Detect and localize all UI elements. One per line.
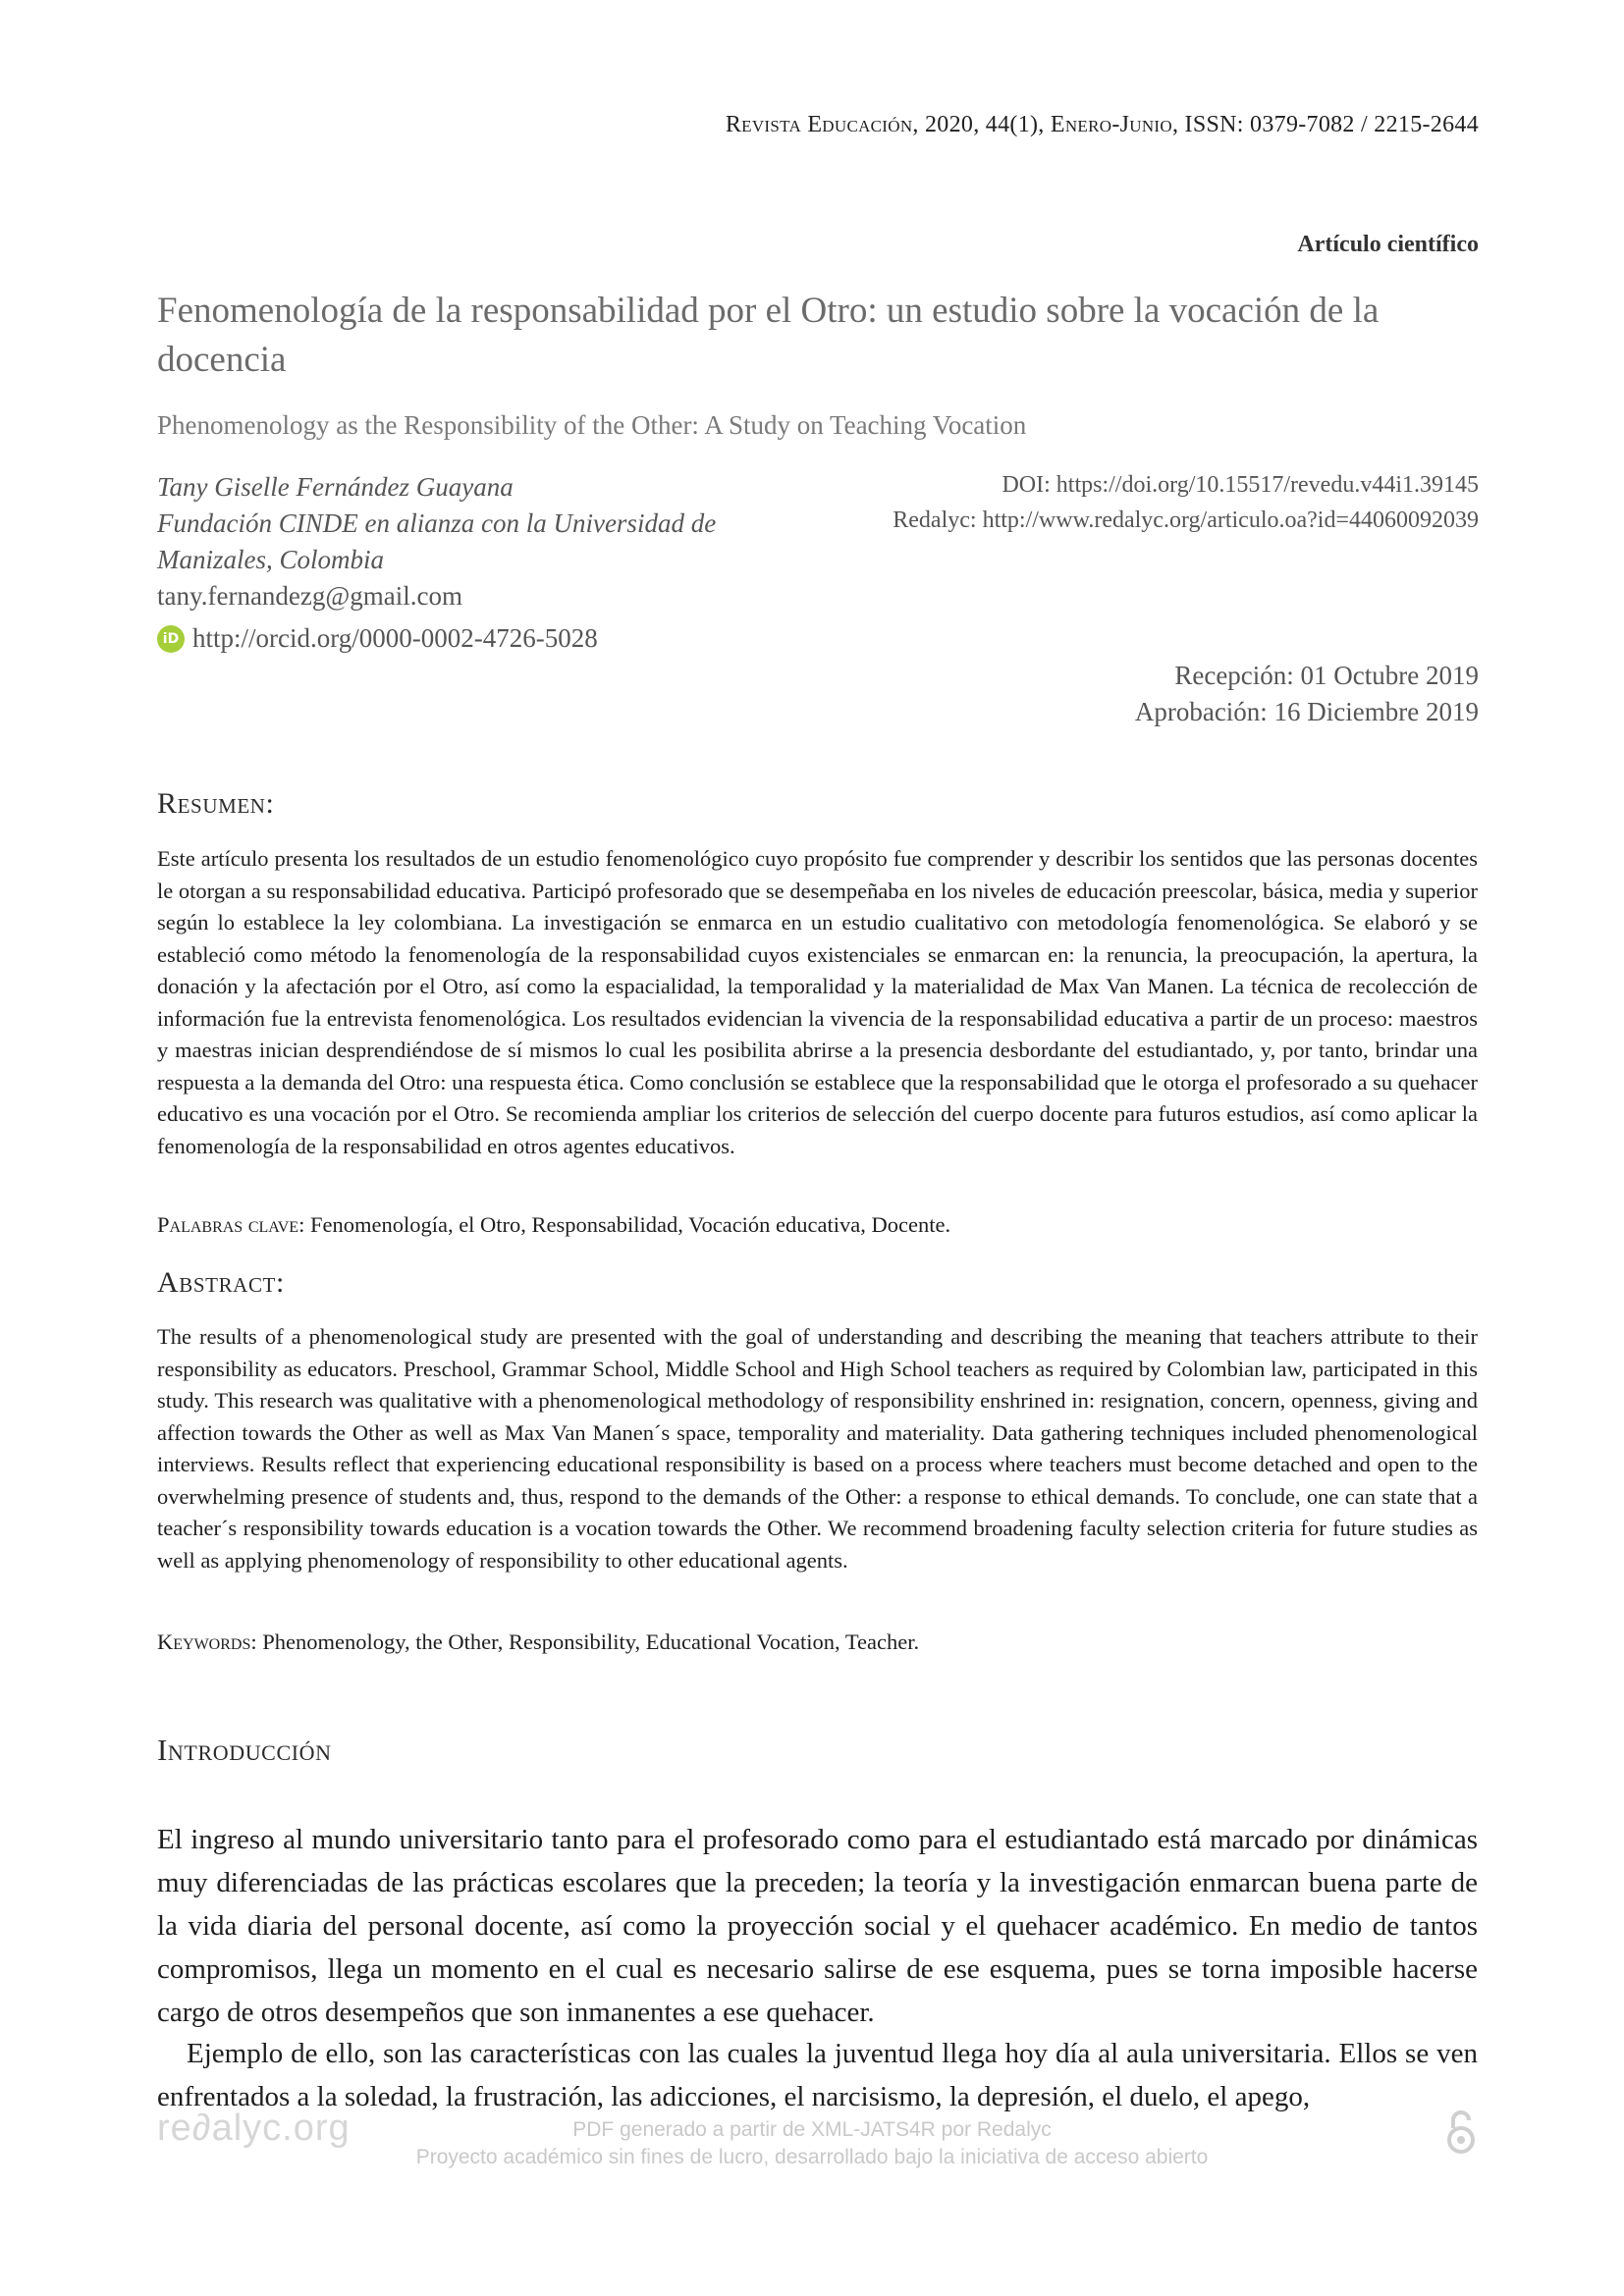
author-affiliation-line2: Manizales, Colombia [157,545,385,574]
abstract-keywords [157,1629,919,1655]
keywords-label: Palabras clave: [157,1212,305,1237]
orcid-line [157,620,785,657]
author-email-link[interactable]: tany.fernandezg@gmail.com [157,581,462,611]
author-block [157,469,785,657]
resumen-text: Este artículo presenta los resultados de un estudio fenomenológico cuyo propósito fue comprender y describir los sentidos que las personas docentes le otorgan a su responsabilidad educativa. Participó profesorado que se desempeñaba en los niveles de educación preescolar, básica, media y superior según lo establece la ley colombiana. La investigación se enmarca en un estudio cualitativo con metodología fenomenológica. Se elaboró y se estableció como método la fenomenología de la responsabilidad cuyos existenciales se enmarcan en: la renuncia, la preocupación, la apertura, la donación y la afectación por el Otro, así como la espacialidad, la temporalidad y la materialidad de Max Van Manen. La técnica de recolección de información fue la entrevista fenomenológica. Los resultados evidencian la vivencia de la responsabilidad educativa a partir de un proceso: maestros y maestras inician desprendiéndose de sí mismos lo cual les posibilita abrirse a la presencia desbordante del estudiantado, y, por tanto, brindar una respuesta a la demanda del Otro: una respuesta ética. Como conclusión se establece que la responsabilidad que le otorga el profesorado a su quehacer educativo es una vocación por el Otro. Se recomienda ampliar los criterios de selección del cuerpo docente para futuros estudios, así como aplicar la fenomenología de la responsabilidad en otros agentes educativos. [157,846,1478,1158]
abstract-heading: Abstract: [157,1266,285,1299]
keywords-list: Phenomenology, the Other, Responsibility, Educational Vocation, Teacher. [262,1629,920,1654]
article-title-en: Phenomenology as the Responsibility of the Other: A Study on Teaching Vocation [157,410,1027,440]
redalyc-link[interactable]: Redalyc: http://www.redalyc.org/articulo.oa?id=44060092039 [893,507,1479,533]
reception-date: Recepción: 01 Octubre 2019 [1174,661,1479,690]
doi-link[interactable]: DOI: https://doi.org/10.15517/revedu.v44i1.39145 [1001,472,1479,498]
intro-paragraph: Ejemplo de ello, son las características con las cuales la juventud llega hoy día al aula universitaria. Ellos se ven enfrentados a la soledad, la frustración, las adicciones, el narcisismo, la depresión, el duelo, el apego, [157,2038,1478,2112]
article-type: Artículo científico [1297,232,1479,257]
dates-block [1135,658,1479,730]
footer-line-2: Proyecto académico sin fines de lucro, desarrollado bajo la iniciativa de acceso abierto [415,2146,1209,2168]
resumen-keywords [157,1212,950,1238]
introduccion-heading: Introducción [157,1733,332,1767]
intro-paragraph: El ingreso al mundo universitario tanto para el profesorado como para el estudiantado está marcado por dinámicas muy diferenciadas de las prácticas escolares que la preceden; la teoría y la investigación enmarcan buena parte de la vida diaria del personal docente, así como la proyección social y el quehacer académico. En medio de tantos compromisos, llega un momento en el cual es necesario salirse de ese esquema, pues se torna imposible hacerse cargo de otros desempeños que son inmanentes a ese quehacer. [157,1824,1478,2028]
open-access-icon [1441,2109,1481,2156]
journal-header: Revista Educación, 2020, 44(1), Enero-Junio, ISSN: 0379-7082 / 2215-2644 [725,112,1479,137]
orcid-icon: iD [157,625,185,653]
article-title-es: Fenomenología de la responsabilidad por el Otro: un estudio sobre la vocación de la docencia [157,291,1380,380]
footer-text [0,2116,1624,2171]
resumen-heading: Resumen: [157,787,275,820]
author-name: Tany Giselle Fernández Guayana [157,472,514,502]
author-affiliation-line1: Fundación CINDE en alianza con la Universidad de [157,508,717,538]
approval-date: Aprobación: 16 Diciembre 2019 [1134,697,1479,726]
abstract-text: The results of a phenomenological study are presented with the goal of understanding and describing the meaning that teachers attribute to their responsibility as educators. Preschool, Grammar School, Middle School and High School teachers as required by Colombian law, participated in this study. This research was qualitative with a phenomenological methodology of responsibility enshrined in: resignation, concern, openness, giving and affection towards the Other as well as Max Van Manen´s space, temporality and materiality. Data gathering techniques included phenomenological interviews. Results reflect that experiencing educational responsibility is based on a process where teachers must become detached and open to the overwhelming presence of students and, thus, respond to the demands of the Other: a response to ethical demands. To conclude, one can state that a teacher´s responsibility towards education is a vocation towards the Other. We recommend broadening faculty selection criteria for future studies as well as applying phenomenology of responsibility to other educational agents. [157,1324,1478,1573]
orcid-link[interactable]: http://orcid.org/0000-0002-4726-5028 [192,623,598,653]
identifier-block [893,467,1479,538]
keywords-list: Fenomenología, el Otro, Responsabilidad, Vocación educativa, Docente. [309,1212,951,1237]
keywords-label: Keywords: [157,1629,257,1654]
redalyc-logo[interactable]: re∂alyc.org [157,2108,351,2149]
footer-line-1: PDF generado a partir de XML-JATS4R por Redalyc [572,2118,1052,2141]
